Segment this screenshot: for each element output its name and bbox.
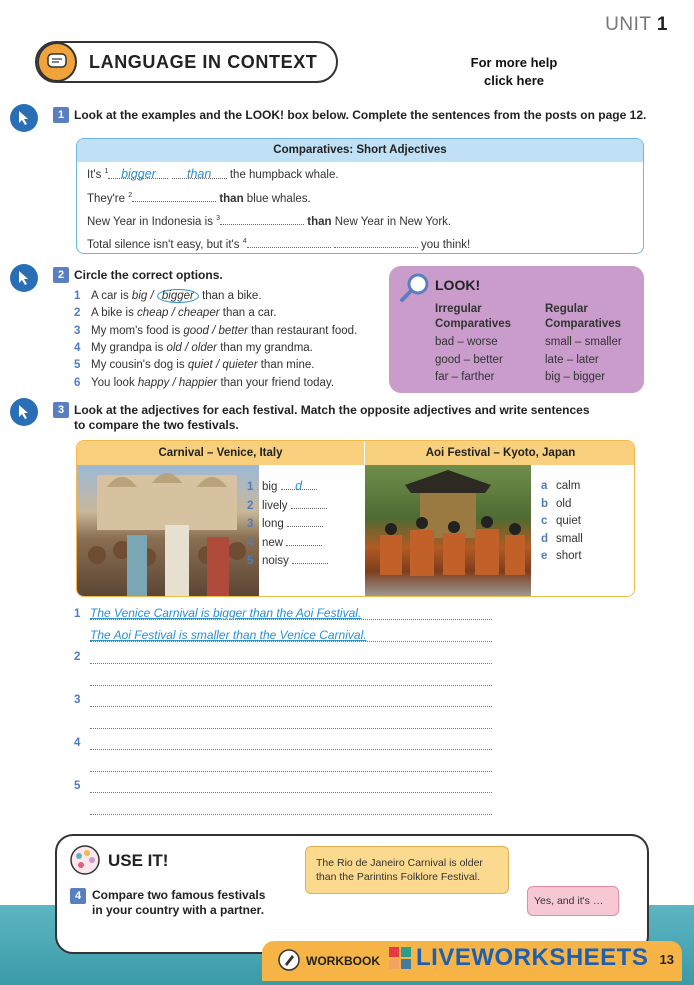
lws-icon [388, 946, 412, 970]
festival-box [76, 440, 635, 597]
option[interactable]: happy [137, 377, 170, 389]
option[interactable]: quieter [222, 359, 258, 371]
box-title: Comparatives: Short Adjectives [77, 139, 643, 162]
line-number: 3 [74, 694, 81, 706]
liveworksheets-logo: LIVEWORKSHEETS [388, 944, 648, 972]
answer-field-3[interactable] [220, 213, 304, 225]
regular-column: Regular Comparatives small – smaller late – later big – bigger [545, 303, 622, 383]
answer-field-4a[interactable] [247, 236, 331, 248]
exercise-number: 2 [53, 267, 69, 283]
written-answer: The Venice Carnival is bigger than the Aoi Festival. [90, 606, 362, 620]
answer-field-4b[interactable] [334, 236, 418, 248]
right-adjective-list: a calm b old c quiet d small e short [541, 480, 583, 562]
exercise-number: 3 [53, 402, 69, 418]
match-field[interactable] [286, 534, 322, 546]
exercise-3-instruction: Look at the adjectives for each festival. Match the opposite adjectives and write sentences to compare the two festivals. [74, 403, 590, 432]
cursor-icon[interactable] [10, 264, 38, 292]
line-number: 5 [74, 780, 81, 792]
speech-bubble-2: Yes, and it's … [527, 886, 619, 916]
page-number: 13 [659, 952, 674, 967]
exercise-number: 1 [53, 107, 69, 123]
written-answer: The Aoi Festival is smaller than the Venice Carnival. [90, 628, 367, 642]
line-number: 2 [74, 651, 81, 663]
writing-line[interactable] [90, 715, 492, 729]
list-item: 6 You look happy / happier than your friend today. [74, 377, 335, 389]
option[interactable]: better [218, 325, 248, 337]
option[interactable]: cheap [137, 307, 169, 319]
help-link[interactable]: For more help click here [470, 55, 558, 88]
option[interactable]: big [131, 290, 148, 302]
cursor-icon[interactable] [10, 398, 38, 426]
match-field[interactable] [292, 552, 328, 564]
line-number: 4 [74, 737, 81, 749]
list-item: 5 My cousin's dog is quiet / quieter than mine. [74, 359, 315, 371]
sentence-2: They're $^2$ than blue whales. [87, 190, 311, 205]
exercise-number: 4 [70, 888, 86, 904]
list-item: 4 My grandpa is old / older than my grandma. [74, 342, 313, 354]
venice-carnival-photo [77, 465, 259, 597]
pencil-icon [278, 949, 300, 976]
exercise-1-instruction: Look at the examples and the LOOK! box below. Complete the sentences from the posts on page 12. [74, 108, 647, 122]
unit-label: UNIT 1 [605, 14, 668, 35]
comparatives-box [76, 138, 644, 254]
writing-line[interactable] [90, 758, 492, 772]
list-item: 3 My mom's food is good / better than restaurant food. [74, 325, 358, 337]
match-field[interactable] [287, 515, 323, 527]
workbook-label: WORKBOOK [306, 954, 380, 968]
option[interactable]: good [183, 325, 209, 337]
answer-field-1a[interactable]: bigger [108, 167, 168, 179]
answer-field-1b[interactable]: than [172, 167, 227, 179]
option[interactable]: older [191, 342, 217, 354]
option[interactable]: quiet [187, 359, 213, 371]
section-header [35, 41, 338, 83]
sentence-1: It's $^1$ bigger than the humpback whale. [87, 167, 339, 181]
option[interactable]: happier [178, 377, 218, 389]
line-number: 1 [74, 608, 81, 620]
exercise-4-instruction: Compare two famous festivals in your country with a partner. [92, 888, 266, 917]
circled-option[interactable]: bigger [157, 289, 199, 303]
match-field[interactable]: d [281, 478, 317, 490]
writing-line[interactable] [90, 779, 492, 793]
writing-line[interactable] [90, 736, 492, 750]
sentence-4: Total silence isn't easy, but it's $^4$ you think! [87, 236, 470, 251]
writing-line[interactable] [90, 650, 492, 664]
irregular-column: Irregular Comparatives bad – worse good – better far – farther [435, 303, 512, 383]
magnifier-icon [399, 272, 431, 309]
list-item: 1 A car is big / bigger than a bike. [74, 290, 262, 302]
page-title: LANGUAGE IN CONTEXT [89, 51, 318, 72]
aoi-festival-photo [365, 465, 531, 597]
look-title: LOOK! [435, 277, 481, 293]
writing-line[interactable] [90, 801, 492, 815]
speech-bubble-1: The Rio de Janeiro Carnival is older than the Parintins Folklore Festival. [305, 846, 509, 894]
exercise-2-instruction: Circle the correct options. [74, 268, 223, 282]
cursor-icon[interactable] [10, 104, 38, 132]
answer-field-2[interactable] [132, 190, 216, 202]
writing-line[interactable] [90, 672, 492, 686]
option[interactable]: old [166, 342, 182, 354]
palette-icon [69, 844, 101, 881]
chat-bubble-icon [37, 42, 77, 82]
right-festival-title: Aoi Festival – Kyoto, Japan [365, 441, 635, 465]
writing-line[interactable] [90, 693, 492, 707]
list-item: 2 A bike is cheap / cheaper than a car. [74, 307, 277, 319]
look-box [389, 266, 644, 393]
left-festival-title: Carnival – Venice, Italy [77, 441, 365, 465]
sentence-3: New Year in Indonesia is $^3$ than New Year in New York. [87, 213, 451, 228]
left-adjective-list: 1 big d 2 lively 3 long 4 new 5 noisy [247, 478, 328, 571]
use-it-box [55, 834, 649, 954]
use-it-title: USE IT! [108, 851, 169, 870]
option[interactable]: cheaper [177, 307, 220, 319]
match-field[interactable] [291, 497, 327, 509]
